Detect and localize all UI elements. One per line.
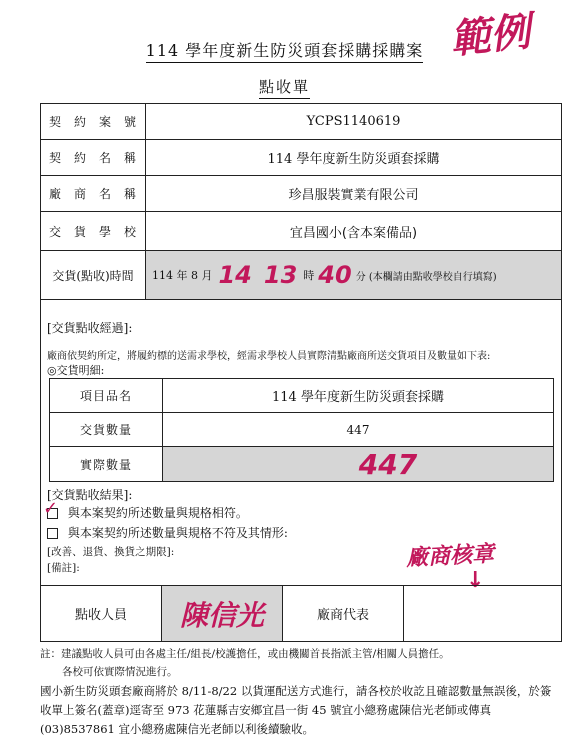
qty-value: 447 [346,422,370,437]
process-detail: ◎交貨明細: [47,364,105,377]
arrow-down-icon: ↓ [466,568,485,593]
item-value: 114 學年度新生防災頭套採購 [272,390,444,405]
process-heading: [交貨點收經過]: [47,321,133,335]
remark-label: [備註]: [47,562,80,574]
label-item: 項目品名 [50,379,163,412]
label-vendor: 廠商名稱 [49,187,137,201]
detail-row-qty [50,413,553,447]
note-2: 各校可依實際情況進行。 [62,666,178,678]
label-contract-name: 契約名稱 [49,151,137,165]
detail-table [49,378,554,482]
row-delivery-time [41,251,561,300]
note-1: 註：建議點收人員可由各處主任/組長/校護擔任，或由機關首長指派主管/相關人員擔任。 [40,648,450,660]
school-value: 宜昌國小(含本案備品) [289,225,418,241]
label-receiver: 點收人員 [41,586,162,641]
option-match[interactable]: ✓ 與本案契約所述數量與規格相符。 [43,498,248,520]
delivery-time-field[interactable]: 114 年 8 月 14 13 時 40 分 (本欄請由點收學校自行填寫) [146,251,561,299]
form-title: 114 學年度新生防災頭套採購採購案 [0,38,569,61]
handwritten-actual-qty: 447 [358,447,418,481]
detail-row-actual [50,447,553,481]
receiver-signature: 陳信光 [179,598,264,632]
sample-stamp: 範例 [448,8,533,64]
label-qty: 交貨數量 [50,413,163,446]
checkmark-icon: ✓ [43,498,59,519]
row-contract-name [41,140,561,176]
contract-name-value: 114 學年度新生防災頭套採購 [267,152,440,167]
label-actual: 實際數量 [50,447,163,481]
fix-deadline-label: [改善、退貨、換貨之期限]: [47,546,175,558]
vendor-value: 珍昌服裝實業有限公司 [288,188,419,203]
checkbox-mismatch[interactable] [47,528,58,539]
receiver-signature-field[interactable] [162,586,283,641]
row-contract-no [41,104,561,140]
sign-row [41,585,561,641]
actual-qty-field[interactable] [163,447,553,481]
handwritten-minute: 40 [318,261,352,289]
row-vendor [41,176,561,212]
contract-no-value: YCPS1140619 [306,114,401,129]
label-school: 交貨學校 [49,224,137,239]
vendor-rep-field[interactable] [404,586,561,641]
vendor-stamp-note: 廠商核章 [405,541,495,572]
process-text: 廠商依契約所定，將履約標的送需求學校，經需求學校人員實際清點廠商所送交貨項目及數量如下表: [47,351,491,362]
label-delivery-time: 交貨(點收)時間 [41,251,146,299]
form-frame [40,103,562,642]
option-mismatch[interactable]: 與本案契約所述數量與規格不符及其情形: [47,524,288,541]
result-heading: [交貨點收結果]: [47,488,133,502]
label-contract-no: 契約案號 [49,115,137,129]
handwritten-hour: 13 [263,261,298,289]
detail-row-item [50,379,553,413]
label-vendor-rep: 廠商代表 [283,586,404,641]
form-subtitle: 點收單 [0,76,569,97]
instruction-paragraph: 國小新生防災頭套廠商將於 8/11-8/22 以貨運配送方式進行，請各校於收訖且確認數量無誤後，於簽收單上簽名(蓋章)逕寄至 973 花蓮縣吉安鄉宜昌一街 45 號宜小總務處陳信光老師或傳真(03)8537861 宜小總務處陳信光老師以利後續驗收。 [40,684,552,736]
row-school [41,212,561,251]
handwritten-day: 14 [218,261,252,289]
